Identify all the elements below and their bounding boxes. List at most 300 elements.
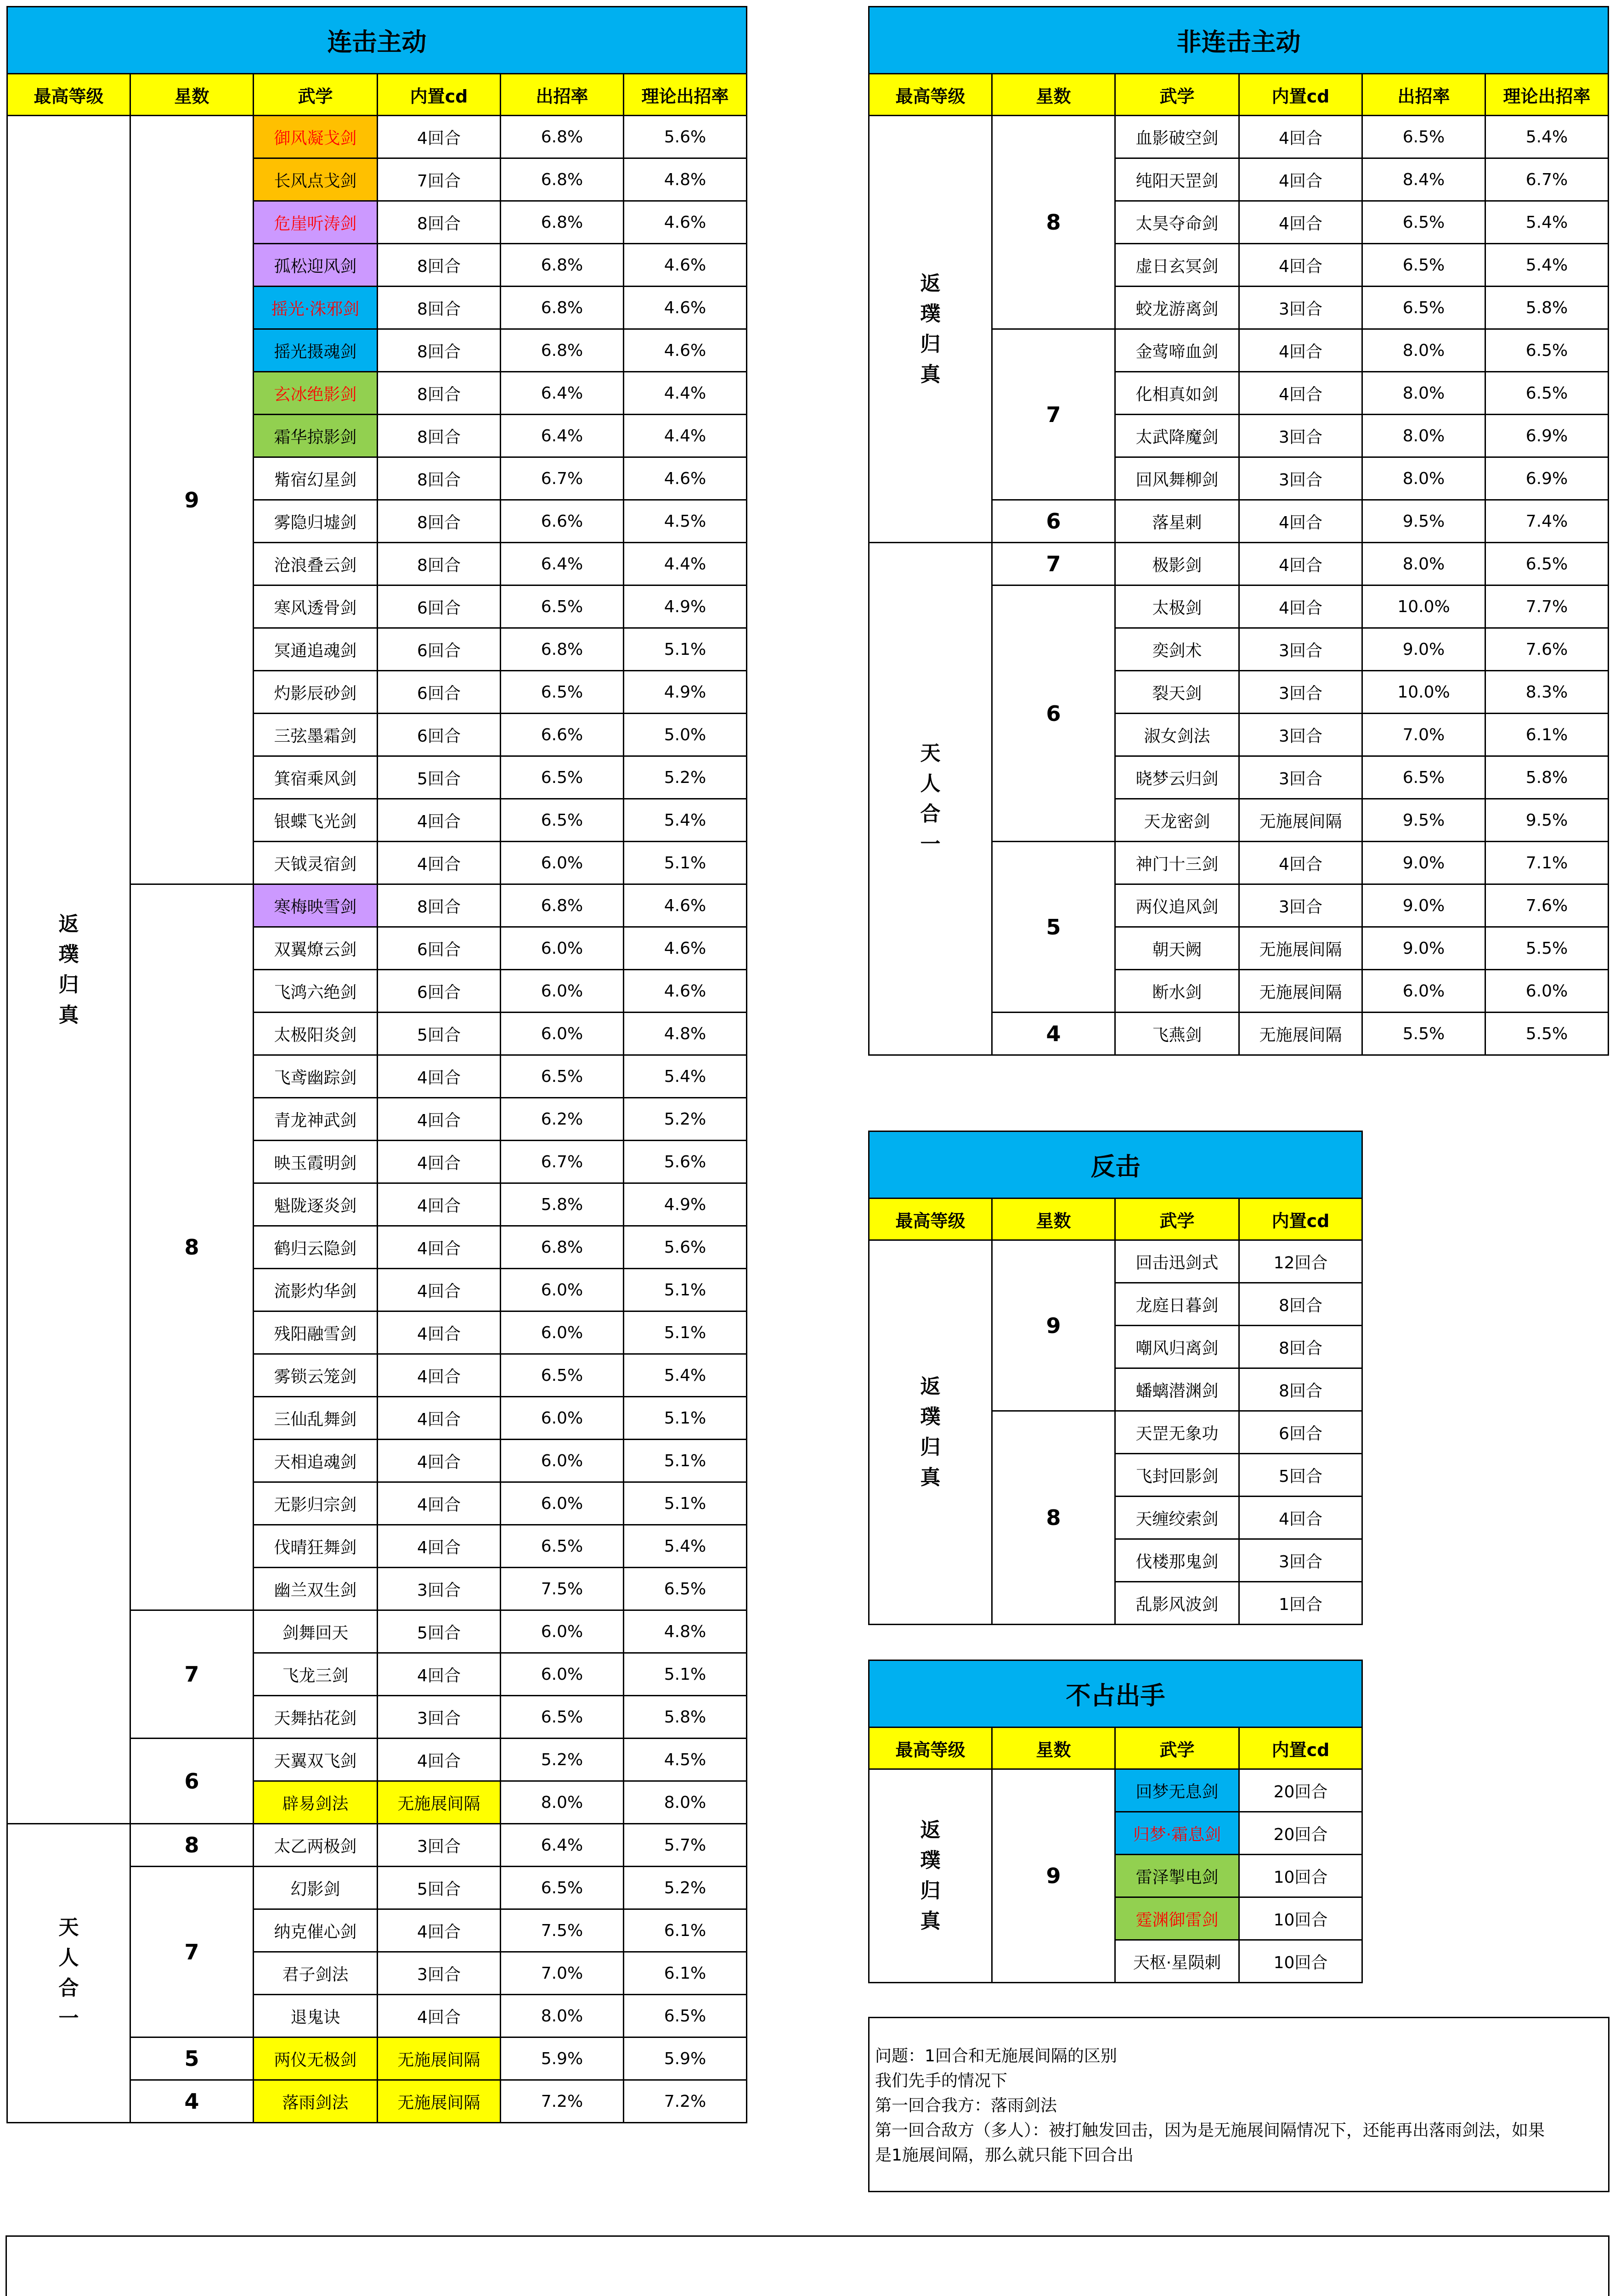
cooldown: 3回合 — [1239, 457, 1362, 500]
cooldown: 20回合 — [1239, 1812, 1362, 1855]
cooldown: 4回合 — [378, 1269, 501, 1311]
skill-name: 蛟龙游离剑 — [1115, 287, 1239, 329]
cooldown: 3回合 — [1239, 628, 1362, 671]
skill-name: 乱影风波剑 — [1115, 1582, 1239, 1625]
trigger-rate: 6.5% — [501, 1354, 624, 1397]
cooldown: 4回合 — [378, 1397, 501, 1440]
theory-rate: 6.9% — [1485, 415, 1609, 457]
cooldown: 8回合 — [378, 457, 501, 500]
skill-name: 奕剑术 — [1115, 628, 1239, 671]
cooldown: 4回合 — [1239, 116, 1362, 158]
star-cell: 8 — [130, 884, 254, 1610]
skill-name: 辟易剑法 — [254, 1781, 378, 1824]
cooldown: 5回合 — [378, 1610, 501, 1653]
trigger-rate: 6.2% — [501, 1098, 624, 1141]
skill-name: 君子剑法 — [254, 1952, 378, 1995]
cooldown: 8回合 — [378, 201, 501, 244]
trigger-rate: 6.8% — [501, 329, 624, 372]
trigger-rate: 6.5% — [501, 671, 624, 714]
theory-rate: 4.6% — [624, 457, 747, 500]
theory-rate: 5.4% — [624, 799, 747, 842]
skill-name: 摇光·洙邪剑 — [254, 287, 378, 329]
theory-rate: 6.1% — [624, 1909, 747, 1952]
trigger-rate: 6.7% — [501, 457, 624, 500]
data-table-3 — [868, 1660, 1363, 1983]
cooldown: 3回合 — [1239, 1539, 1362, 1582]
cooldown: 4回合 — [378, 1995, 501, 2037]
column-header: 最高等级 — [869, 1728, 992, 1769]
cooldown: 无施展间隔 — [1239, 1013, 1362, 1055]
cooldown: 10回合 — [1239, 1855, 1362, 1897]
skill-name: 天罡无象功 — [1115, 1411, 1239, 1454]
cooldown: 4回合 — [1239, 201, 1362, 244]
skill-name: 雾锁云笼剑 — [254, 1354, 378, 1397]
grade-cell — [7, 1824, 130, 2123]
trigger-rate: 6.0% — [501, 1610, 624, 1653]
theory-rate: 4.9% — [624, 671, 747, 714]
column-header: 内置cd — [378, 74, 501, 116]
cooldown: 4回合 — [378, 1440, 501, 1482]
skill-name: 流影灼华剑 — [254, 1269, 378, 1311]
theory-rate: 4.6% — [624, 884, 747, 927]
trigger-rate: 6.5% — [501, 1867, 624, 1909]
cooldown: 4回合 — [378, 1739, 501, 1781]
theory-rate: 5.1% — [624, 1653, 747, 1696]
cooldown: 10回合 — [1239, 1940, 1362, 1983]
cooldown: 6回合 — [378, 970, 501, 1013]
column-header: 理论出招率 — [1485, 74, 1609, 116]
cooldown: 4回合 — [1239, 244, 1362, 287]
column-header: 武学 — [254, 74, 378, 116]
skill-name: 飞龙三剑 — [254, 1653, 378, 1696]
table-row — [869, 1769, 1362, 1812]
cooldown: 8回合 — [1239, 1326, 1362, 1368]
theory-rate: 5.6% — [624, 1226, 747, 1269]
theory-rate: 7.6% — [1485, 884, 1609, 927]
trigger-rate: 6.0% — [501, 1269, 624, 1311]
theory-rate: 4.4% — [624, 415, 747, 457]
theory-rate: 5.6% — [624, 116, 747, 158]
skill-name: 银蝶飞光剑 — [254, 799, 378, 842]
question-line: 是1施展间隔，那么就只能下回合出 — [875, 2146, 1134, 2165]
theory-rate: 6.5% — [624, 1995, 747, 2037]
trigger-rate: 8.0% — [1362, 457, 1485, 500]
trigger-rate: 6.5% — [1362, 287, 1485, 329]
cooldown: 8回合 — [378, 372, 501, 415]
cooldown: 4回合 — [378, 1909, 501, 1952]
cooldown: 无施展间隔 — [1239, 799, 1362, 842]
theory-rate: 4.6% — [624, 201, 747, 244]
cooldown: 3回合 — [378, 1568, 501, 1610]
theory-rate: 5.1% — [624, 1269, 747, 1311]
star-cell: 7 — [130, 1867, 254, 2037]
cooldown: 4回合 — [378, 1141, 501, 1183]
cooldown: 7回合 — [378, 158, 501, 201]
trigger-rate: 9.0% — [1362, 927, 1485, 970]
theory-rate: 9.5% — [1485, 799, 1609, 842]
column-header: 星数 — [130, 74, 254, 116]
trigger-rate: 6.0% — [501, 927, 624, 970]
trigger-rate: 6.5% — [1362, 116, 1485, 158]
theory-rate: 4.4% — [624, 372, 747, 415]
cooldown: 10回合 — [1239, 1897, 1362, 1940]
trigger-rate: 6.5% — [501, 756, 624, 799]
column-header: 星数 — [992, 1728, 1115, 1769]
trigger-rate: 6.0% — [1362, 970, 1485, 1013]
grade-cell — [869, 1240, 992, 1625]
trigger-rate: 7.2% — [501, 2080, 624, 2123]
skill-name: 断水剑 — [1115, 970, 1239, 1013]
skill-name: 两仪追风剑 — [1115, 884, 1239, 927]
skill-name: 纯阳天罡剑 — [1115, 158, 1239, 201]
trigger-rate: 6.5% — [501, 799, 624, 842]
cooldown: 8回合 — [378, 543, 501, 585]
cooldown: 3回合 — [1239, 415, 1362, 457]
cooldown: 8回合 — [378, 415, 501, 457]
data-table-2 — [868, 1131, 1363, 1625]
theory-rate: 5.2% — [624, 1098, 747, 1141]
skill-name: 孤松迎风剑 — [254, 244, 378, 287]
cooldown: 4回合 — [378, 1354, 501, 1397]
trigger-rate: 8.0% — [1362, 543, 1485, 585]
table-row — [869, 1240, 1362, 1283]
column-header: 理论出招率 — [624, 74, 747, 116]
cooldown: 8回合 — [378, 884, 501, 927]
trigger-rate: 5.2% — [501, 1739, 624, 1781]
skill-name: 纳克催心剑 — [254, 1909, 378, 1952]
theory-rate: 7.4% — [1485, 500, 1609, 543]
cooldown: 6回合 — [378, 714, 501, 756]
theory-rate: 5.4% — [1485, 116, 1609, 158]
star-cell: 8 — [130, 1824, 254, 1867]
skill-name: 摇光摄魂剑 — [254, 329, 378, 372]
grade-label: 返璞归真 — [920, 271, 941, 386]
skill-name: 天缠绞索剑 — [1115, 1497, 1239, 1539]
cooldown: 3回合 — [1239, 884, 1362, 927]
theory-rate: 5.7% — [624, 1824, 747, 1867]
cooldown: 8回合 — [378, 500, 501, 543]
skill-name: 寒风透骨剑 — [254, 585, 378, 628]
cooldown: 12回合 — [1239, 1240, 1362, 1283]
trigger-rate: 6.8% — [501, 287, 624, 329]
table-row — [7, 1824, 747, 1867]
theory-rate: 7.1% — [1485, 842, 1609, 884]
table-row — [869, 116, 1609, 158]
data-table-0 — [6, 6, 747, 2123]
skill-name: 三弦墨霜剑 — [254, 714, 378, 756]
star-cell: 8 — [992, 116, 1115, 329]
theory-rate: 5.4% — [624, 1055, 747, 1098]
skill-name: 玄冰绝影剑 — [254, 372, 378, 415]
table-title: 连击主动 — [7, 7, 747, 74]
skill-name: 落雨剑法 — [254, 2080, 378, 2123]
cooldown: 无施展间隔 — [378, 1781, 501, 1824]
column-header: 武学 — [1115, 1728, 1239, 1769]
cooldown: 3回合 — [1239, 714, 1362, 756]
skill-name: 天相追魂剑 — [254, 1440, 378, 1482]
skill-name: 剑舞回天 — [254, 1610, 378, 1653]
skill-name: 魁陇逐炎剑 — [254, 1183, 378, 1226]
question-line: 第一回合敌方（多人）：被打触发回击，因为是无施展间隔情况下，还能再出落雨剑法，如果 — [875, 2121, 1545, 2140]
theory-rate: 4.9% — [624, 585, 747, 628]
skill-name: 化相真如剑 — [1115, 372, 1239, 415]
skill-name: 太昊夺命剑 — [1115, 201, 1239, 244]
skill-name: 映玉霞明剑 — [254, 1141, 378, 1183]
grade-cell — [869, 543, 992, 1055]
cooldown: 4回合 — [378, 842, 501, 884]
trigger-rate: 6.0% — [501, 842, 624, 884]
theory-rate: 5.6% — [624, 1141, 747, 1183]
skill-name: 冥通追魂剑 — [254, 628, 378, 671]
theory-rate: 6.5% — [1485, 372, 1609, 415]
star-cell: 5 — [130, 2037, 254, 2080]
skill-name: 灼影辰砂剑 — [254, 671, 378, 714]
skill-name: 雷泽掣电剑 — [1115, 1855, 1239, 1897]
column-header: 武学 — [1115, 1199, 1239, 1240]
cooldown: 4回合 — [378, 799, 501, 842]
cooldown: 3回合 — [378, 1824, 501, 1867]
trigger-rate: 5.9% — [501, 2037, 624, 2080]
trigger-rate: 8.0% — [1362, 415, 1485, 457]
skill-name: 御风凝戈剑 — [254, 116, 378, 158]
column-header: 最高等级 — [869, 1199, 992, 1240]
theory-rate: 6.9% — [1485, 457, 1609, 500]
theory-rate: 6.1% — [624, 1952, 747, 1995]
star-cell: 6 — [130, 1739, 254, 1824]
theory-rate: 5.9% — [624, 2037, 747, 2080]
trigger-rate: 6.8% — [501, 116, 624, 158]
skill-name: 血影破空剑 — [1115, 116, 1239, 158]
trigger-rate: 6.0% — [501, 1311, 624, 1354]
trigger-rate: 6.8% — [501, 244, 624, 287]
cooldown: 4回合 — [1239, 1497, 1362, 1539]
trigger-rate: 6.5% — [501, 1696, 624, 1739]
star-cell: 7 — [130, 1610, 254, 1739]
theory-rate: 4.6% — [624, 287, 747, 329]
cooldown: 6回合 — [378, 628, 501, 671]
skill-name: 蟠螭潜渊剑 — [1115, 1368, 1239, 1411]
theory-rate: 4.4% — [624, 543, 747, 585]
column-header: 内置cd — [1239, 1728, 1362, 1769]
skill-name: 回梦无息剑 — [1115, 1769, 1239, 1812]
skill-name: 两仪无极剑 — [254, 2037, 378, 2080]
trigger-rate: 6.4% — [501, 372, 624, 415]
table-title: 不占出手 — [869, 1660, 1362, 1728]
theory-rate: 5.1% — [624, 1482, 747, 1525]
cooldown: 4回合 — [378, 1098, 501, 1141]
theory-rate: 4.6% — [624, 329, 747, 372]
skill-name: 雾隐归墟剑 — [254, 500, 378, 543]
theory-rate: 5.0% — [624, 714, 747, 756]
cooldown: 3回合 — [1239, 756, 1362, 799]
skill-name: 回击迅剑式 — [1115, 1240, 1239, 1283]
cooldown: 4回合 — [378, 1525, 501, 1568]
cooldown: 1回合 — [1239, 1582, 1362, 1625]
skill-name: 无影归宗剑 — [254, 1482, 378, 1525]
cooldown: 5回合 — [1239, 1454, 1362, 1497]
column-header: 内置cd — [1239, 74, 1362, 116]
star-cell: 6 — [992, 500, 1115, 543]
star-cell: 7 — [992, 329, 1115, 500]
theory-rate: 4.8% — [624, 1013, 747, 1055]
theory-rate: 5.8% — [1485, 287, 1609, 329]
theory-rate: 8.3% — [1485, 671, 1609, 714]
table-title: 非连击主动 — [869, 7, 1609, 74]
cooldown: 4回合 — [1239, 543, 1362, 585]
theory-rate: 5.2% — [624, 756, 747, 799]
table-row — [869, 543, 1609, 585]
theory-rate: 6.5% — [624, 1568, 747, 1610]
question-line: 问题：1回合和无施展间隔的区别 — [875, 2047, 1117, 2065]
question-note — [868, 2017, 1609, 2192]
trigger-rate: 6.7% — [501, 1141, 624, 1183]
cooldown: 6回合 — [378, 927, 501, 970]
bottom-note — [6, 2235, 1609, 2296]
skill-name: 霜华掠影剑 — [254, 415, 378, 457]
skill-name: 淑女剑法 — [1115, 714, 1239, 756]
theory-rate: 6.5% — [1485, 329, 1609, 372]
trigger-rate: 6.5% — [1362, 201, 1485, 244]
star-cell: 6 — [992, 585, 1115, 842]
cooldown: 3回合 — [1239, 671, 1362, 714]
trigger-rate: 6.4% — [501, 543, 624, 585]
cooldown: 3回合 — [1239, 287, 1362, 329]
theory-rate: 5.4% — [1485, 201, 1609, 244]
skill-name: 太极阳炎剑 — [254, 1013, 378, 1055]
grade-label: 返璞归真 — [920, 1375, 941, 1489]
theory-rate: 4.6% — [624, 927, 747, 970]
trigger-rate: 9.5% — [1362, 500, 1485, 543]
trigger-rate: 6.8% — [501, 201, 624, 244]
trigger-rate: 6.5% — [501, 1055, 624, 1098]
skill-name: 神门十三剑 — [1115, 842, 1239, 884]
skill-name: 幽兰双生剑 — [254, 1568, 378, 1610]
grade-label: 返璞归真 — [920, 1818, 941, 1933]
cooldown: 4回合 — [378, 1226, 501, 1269]
column-header: 最高等级 — [7, 74, 130, 116]
cooldown: 4回合 — [378, 1055, 501, 1098]
trigger-rate: 9.5% — [1362, 799, 1485, 842]
skill-name: 回风舞柳剑 — [1115, 457, 1239, 500]
theory-rate: 5.8% — [624, 1696, 747, 1739]
cooldown: 4回合 — [378, 1653, 501, 1696]
trigger-rate: 6.0% — [501, 1440, 624, 1482]
cooldown: 无施展间隔 — [378, 2080, 501, 2123]
theory-rate: 4.8% — [624, 158, 747, 201]
cooldown: 无施展间隔 — [1239, 927, 1362, 970]
skill-name: 残阳融雪剑 — [254, 1311, 378, 1354]
grade-cell — [869, 1769, 992, 1983]
trigger-rate: 9.0% — [1362, 842, 1485, 884]
skill-name: 飞封回影剑 — [1115, 1454, 1239, 1497]
skill-name: 天翼双飞剑 — [254, 1739, 378, 1781]
trigger-rate: 6.0% — [501, 1653, 624, 1696]
trigger-rate: 9.0% — [1362, 884, 1485, 927]
trigger-rate: 6.8% — [501, 884, 624, 927]
theory-rate: 5.1% — [624, 628, 747, 671]
trigger-rate: 7.0% — [1362, 714, 1485, 756]
star-cell: 7 — [992, 543, 1115, 585]
skill-name: 虚日玄冥剑 — [1115, 244, 1239, 287]
theory-rate: 5.4% — [624, 1525, 747, 1568]
skill-name: 伐楼那鬼剑 — [1115, 1539, 1239, 1582]
theory-rate: 8.0% — [624, 1781, 747, 1824]
theory-rate: 5.2% — [624, 1867, 747, 1909]
cooldown: 6回合 — [378, 671, 501, 714]
cooldown: 4回合 — [378, 116, 501, 158]
grade-label: 天人合一 — [920, 741, 941, 856]
theory-rate: 6.5% — [1485, 543, 1609, 585]
cooldown: 4回合 — [1239, 329, 1362, 372]
column-header: 出招率 — [501, 74, 624, 116]
cooldown: 4回合 — [1239, 372, 1362, 415]
skill-name: 三仙乱舞剑 — [254, 1397, 378, 1440]
theory-rate: 5.4% — [624, 1354, 747, 1397]
theory-rate: 5.1% — [624, 842, 747, 884]
trigger-rate: 8.0% — [1362, 372, 1485, 415]
trigger-rate: 7.5% — [501, 1909, 624, 1952]
skill-name: 归梦·霜息剑 — [1115, 1812, 1239, 1855]
cooldown: 4回合 — [378, 1183, 501, 1226]
skill-name: 太乙两极剑 — [254, 1824, 378, 1867]
theory-rate: 5.5% — [1485, 927, 1609, 970]
theory-rate: 5.4% — [1485, 244, 1609, 287]
column-header: 出招率 — [1362, 74, 1485, 116]
skill-name: 沧浪叠云剑 — [254, 543, 378, 585]
star-cell: 8 — [992, 1411, 1115, 1625]
trigger-rate: 6.8% — [501, 628, 624, 671]
skill-name: 双翼燎云剑 — [254, 927, 378, 970]
cooldown: 3回合 — [378, 1696, 501, 1739]
skill-name: 朝天阙 — [1115, 927, 1239, 970]
skill-name: 裂天剑 — [1115, 671, 1239, 714]
column-header: 武学 — [1115, 74, 1239, 116]
skill-name: 退鬼诀 — [254, 1995, 378, 2037]
trigger-rate: 6.4% — [501, 1824, 624, 1867]
cooldown: 4回合 — [378, 1311, 501, 1354]
trigger-rate: 6.6% — [501, 714, 624, 756]
skill-name: 箕宿乘风剑 — [254, 756, 378, 799]
column-header: 最高等级 — [869, 74, 992, 116]
trigger-rate: 7.5% — [501, 1568, 624, 1610]
trigger-rate: 6.8% — [501, 158, 624, 201]
skill-name: 幻影剑 — [254, 1867, 378, 1909]
grade-cell — [7, 116, 130, 1824]
theory-rate: 5.1% — [624, 1311, 747, 1354]
skill-name: 极影剑 — [1115, 543, 1239, 585]
grade-cell — [869, 116, 992, 543]
skill-name: 觜宿幻星剑 — [254, 457, 378, 500]
skill-name: 落星刺 — [1115, 500, 1239, 543]
skill-name: 天龙密剑 — [1115, 799, 1239, 842]
trigger-rate: 6.8% — [501, 1226, 624, 1269]
table-row — [7, 116, 747, 158]
column-header: 星数 — [992, 74, 1115, 116]
skill-name: 飞燕剑 — [1115, 1013, 1239, 1055]
skill-name: 金莺啼血剑 — [1115, 329, 1239, 372]
trigger-rate: 6.5% — [1362, 756, 1485, 799]
cooldown: 8回合 — [1239, 1283, 1362, 1326]
cooldown: 4回合 — [378, 1482, 501, 1525]
theory-rate: 5.8% — [1485, 756, 1609, 799]
skill-name: 天枢·星陨刺 — [1115, 1940, 1239, 1983]
cooldown: 8回合 — [378, 287, 501, 329]
theory-rate: 6.0% — [1485, 970, 1609, 1013]
skill-name: 霆渊御雷剑 — [1115, 1897, 1239, 1940]
trigger-rate: 6.6% — [501, 500, 624, 543]
data-table-1 — [868, 6, 1609, 1056]
skill-name: 太极剑 — [1115, 585, 1239, 628]
